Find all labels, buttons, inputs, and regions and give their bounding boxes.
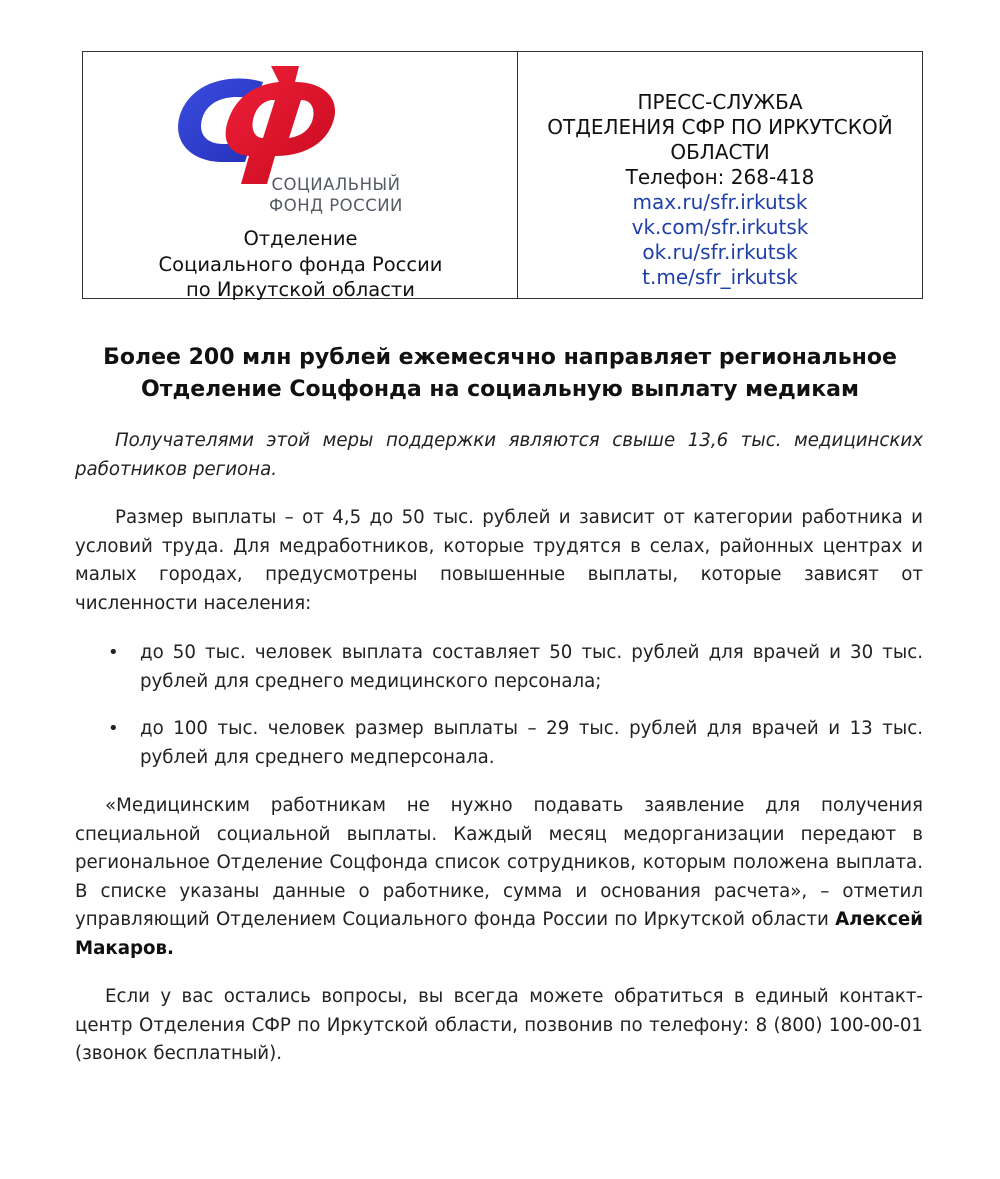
press-service-block <box>518 90 922 290</box>
lead-paragraph: Получателями этой меры поддержки являются свыше 13,6 тыс. медицинских работников региона. <box>75 430 923 480</box>
press-line2: ОТДЕЛЕНИЯ СФР ПО ИРКУТСКОЙ <box>547 115 893 139</box>
bullet-item-1: до 50 тыс. человек выплата составляет 50 тыс. рублей для врачей и 30 тыс. рублей для среднего медицинского персонала; <box>140 642 923 692</box>
link-telegram[interactable]: t.me/sfr_irkutsk <box>642 265 798 289</box>
logo-text-line2: ФОНД РОССИИ <box>269 196 403 215</box>
press-phone: Телефон: 268-418 <box>625 165 815 189</box>
bullet-item-2: до 100 тыс. человек размер выплаты – 29 тыс. рублей для врачей и 13 тыс. рублей для среднего медперсонала. <box>140 718 923 768</box>
title-line1: Более 200 млн рублей ежемесячно направляет региональное <box>103 345 897 370</box>
quote-text: «Медицинским работникам не нужно подавать заявление для получения специальной социальной выплаты. Каждый месяц медорганизации передают в региональное Отделение Соцфонда список сотрудников, которым положена выплата. В списке указаны данные о работнике, сумма и основания расчета», – отметил управляющий Отделением Социального фонда России по Иркутской области <box>75 795 923 930</box>
closing-paragraph: Если у вас остались вопросы, вы всегда можете обратиться в единый контакт-центр Отделения СФР по Иркутской области, позвонив по телефону: 8 (800) 100-00-01 (звонок бесплатный). <box>75 986 923 1064</box>
press-line1: ПРЕСС-СЛУЖБА <box>637 90 803 114</box>
link-max[interactable]: max.ru/sfr.irkutsk <box>632 190 808 214</box>
logo-text-line1: СОЦИАЛЬНЫЙ <box>271 175 401 194</box>
title-line2: Отделение Соцфонда на социальную выплату медикам <box>141 377 859 402</box>
bullet-marker-2: • <box>108 718 119 739</box>
quote-paragraph <box>75 792 923 963</box>
header-left-cell <box>83 52 518 301</box>
header-table <box>82 51 923 299</box>
link-ok[interactable]: ok.ru/sfr.irkutsk <box>642 240 798 264</box>
org-name-line1: Отделение <box>243 227 358 250</box>
article-title <box>60 342 940 406</box>
org-name <box>83 226 518 303</box>
quote-author: Алексей Макаров. <box>75 909 923 959</box>
press-line3: ОБЛАСТИ <box>670 140 770 164</box>
logo-text <box>269 174 403 216</box>
org-name-line3: по Иркутской области <box>186 278 415 301</box>
bullet-marker-1: • <box>108 642 119 663</box>
org-name-line2: Социального фонда России <box>158 252 443 276</box>
header-right-cell <box>518 52 922 298</box>
paragraph-payment-size: Размер выплаты – от 4,5 до 50 тыс. рублей и зависит от категории работника и условий труда. Для медработников, которые трудятся в селах, районных центрах и малых городах, предусмотрены повышенные выплаты, которые зависят от численности населения: <box>75 507 923 614</box>
link-vk[interactable]: vk.com/sfr.irkutsk <box>631 215 809 239</box>
